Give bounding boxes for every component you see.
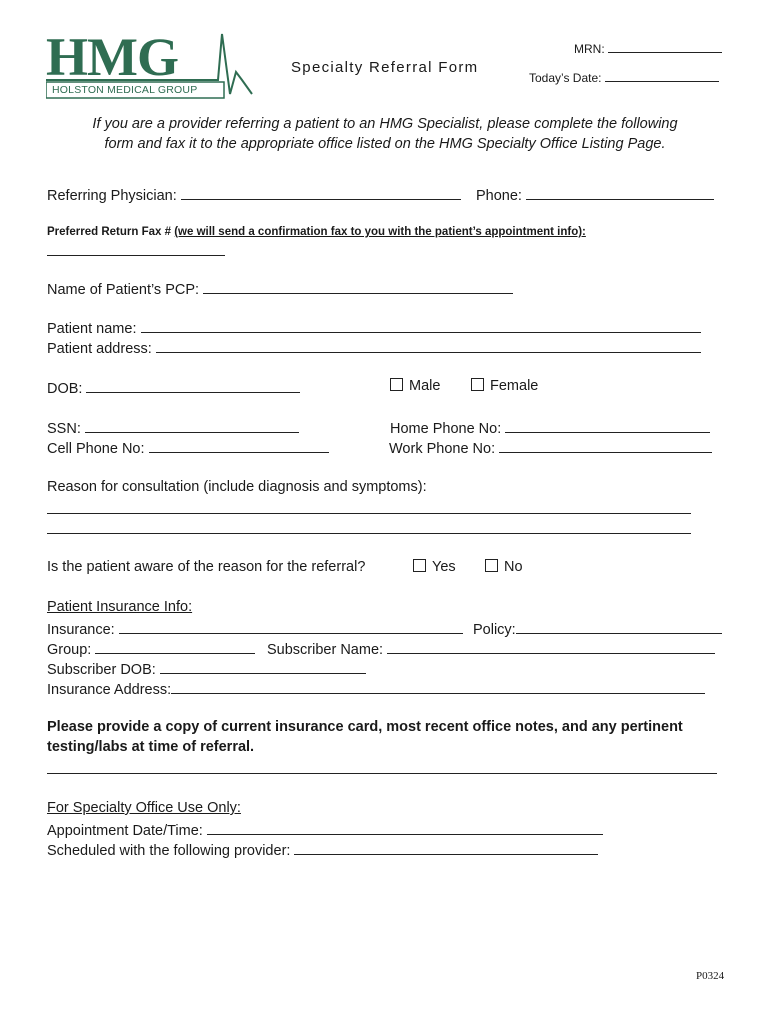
patient-name-field: [47, 318, 701, 337]
scheduled-provider-label: Scheduled with the following provider:: [47, 843, 291, 859]
insurance-label: Insurance:: [47, 622, 115, 638]
patient-address-input[interactable]: [156, 338, 701, 353]
form-code: P0324: [696, 970, 725, 982]
appointment-label: Appointment Date/Time:: [47, 823, 203, 839]
scheduled-provider-field: [47, 840, 598, 859]
form-title: Specialty Referral Form: [291, 59, 479, 76]
group-field: [47, 639, 255, 658]
today-date-field: [529, 70, 719, 85]
hmg-logo: [46, 27, 256, 102]
phone-input[interactable]: [526, 185, 714, 200]
insurance-address-label: Insurance Address:: [47, 682, 172, 698]
patient-name-input[interactable]: [141, 318, 701, 333]
home-phone-field: [390, 418, 710, 437]
dob-label: DOB:: [47, 381, 83, 397]
patient-address-label: Patient address:: [47, 341, 152, 357]
logo-subtitle: HOLSTON MEDICAL GROUP: [52, 84, 198, 96]
yes-label: Yes: [432, 559, 456, 575]
pcp-label: Name of Patient’s PCP:: [47, 282, 200, 298]
preferred-fax-input[interactable]: [47, 241, 225, 261]
aware-yes-option[interactable]: [413, 559, 456, 575]
subscriber-dob-input[interactable]: [160, 659, 366, 674]
appointment-input[interactable]: [207, 820, 603, 835]
reason-input-line-1[interactable]: [47, 499, 691, 519]
male-label: Male: [409, 378, 441, 394]
policy-label: Policy:: [473, 622, 516, 638]
patient-name-label: Patient name:: [47, 321, 137, 337]
ssn-field: [47, 418, 299, 437]
no-label: No: [504, 559, 523, 575]
logo-text: HMG: [46, 27, 178, 87]
notice-line-2: testing/labs at time of referral.: [47, 739, 255, 755]
referring-physician-field: [47, 185, 461, 204]
cell-phone-input[interactable]: [149, 438, 329, 453]
group-label: Group:: [47, 642, 92, 658]
today-date-label: Today’s Date:: [529, 71, 602, 85]
female-label: Female: [490, 378, 539, 394]
subscriber-name-input[interactable]: [387, 639, 715, 654]
pcp-field: [47, 279, 513, 298]
mrn-field: [574, 41, 722, 56]
dob-field: [47, 378, 300, 397]
policy-field: [473, 619, 722, 638]
cell-phone-field: [47, 438, 329, 457]
insurance-address-field: [47, 679, 705, 698]
female-checkbox[interactable]: [471, 378, 484, 391]
patient-address-field: [47, 338, 701, 357]
notice-line-1: Please provide a copy of current insurance card, most recent office notes, and any pertinent: [47, 719, 683, 735]
intro-line-1: If you are a provider referring a patient to an HMG Specialist, please complete the following: [92, 116, 678, 132]
male-checkbox[interactable]: [390, 378, 403, 391]
scheduled-provider-input[interactable]: [294, 840, 598, 855]
insurance-field: [47, 619, 463, 638]
work-phone-field: [389, 438, 712, 457]
mrn-label: MRN:: [574, 42, 605, 56]
cell-phone-label: Cell Phone No:: [47, 441, 145, 457]
appointment-field: [47, 820, 603, 839]
male-option[interactable]: [390, 378, 440, 394]
yes-checkbox[interactable]: [413, 559, 426, 572]
pcp-input[interactable]: [203, 279, 513, 294]
phone-label: Phone:: [476, 188, 522, 204]
subscriber-dob-field: [47, 659, 366, 678]
preferred-fax-field: [47, 226, 586, 238]
group-input[interactable]: [95, 639, 255, 654]
today-date-input[interactable]: [605, 70, 719, 82]
home-phone-label: Home Phone No:: [390, 421, 502, 437]
female-option[interactable]: [471, 378, 538, 394]
preferred-fax-note: (we will send a confirmation fax to you with the patient’s appointment info):: [174, 226, 586, 238]
work-phone-label: Work Phone No:: [389, 441, 496, 457]
ssn-input[interactable]: [85, 418, 299, 433]
notice-divider: [47, 759, 717, 779]
no-checkbox[interactable]: [485, 559, 498, 572]
insurance-heading: Patient Insurance Info:: [47, 599, 193, 615]
dob-input[interactable]: [86, 378, 300, 393]
mrn-input[interactable]: [608, 41, 722, 53]
aware-question: Is the patient aware of the reason for the referral?: [47, 559, 366, 575]
subscriber-name-label: Subscriber Name:: [267, 642, 384, 658]
work-phone-input[interactable]: [499, 438, 712, 453]
preferred-fax-label: Preferred Return Fax #: [47, 226, 171, 238]
intro-line-2: form and fax it to the appropriate office listed on the HMG Specialty Office Listing Page.: [104, 136, 666, 152]
referring-physician-input[interactable]: [181, 185, 461, 200]
subscriber-name-field: [267, 639, 715, 658]
policy-input[interactable]: [516, 619, 722, 634]
subscriber-dob-label: Subscriber DOB:: [47, 662, 156, 678]
home-phone-input[interactable]: [505, 418, 710, 433]
insurance-input[interactable]: [119, 619, 463, 634]
ssn-label: SSN:: [47, 421, 81, 437]
reason-label: Reason for consultation (include diagnosis and symptoms):: [47, 479, 427, 495]
phone-field: [476, 185, 714, 204]
office-use-heading: For Specialty Office Use Only:: [47, 800, 241, 816]
reason-input-line-2[interactable]: [47, 519, 691, 539]
referring-physician-label: Referring Physician:: [47, 188, 177, 204]
insurance-address-input[interactable]: [171, 679, 705, 694]
aware-no-option[interactable]: [485, 559, 523, 575]
